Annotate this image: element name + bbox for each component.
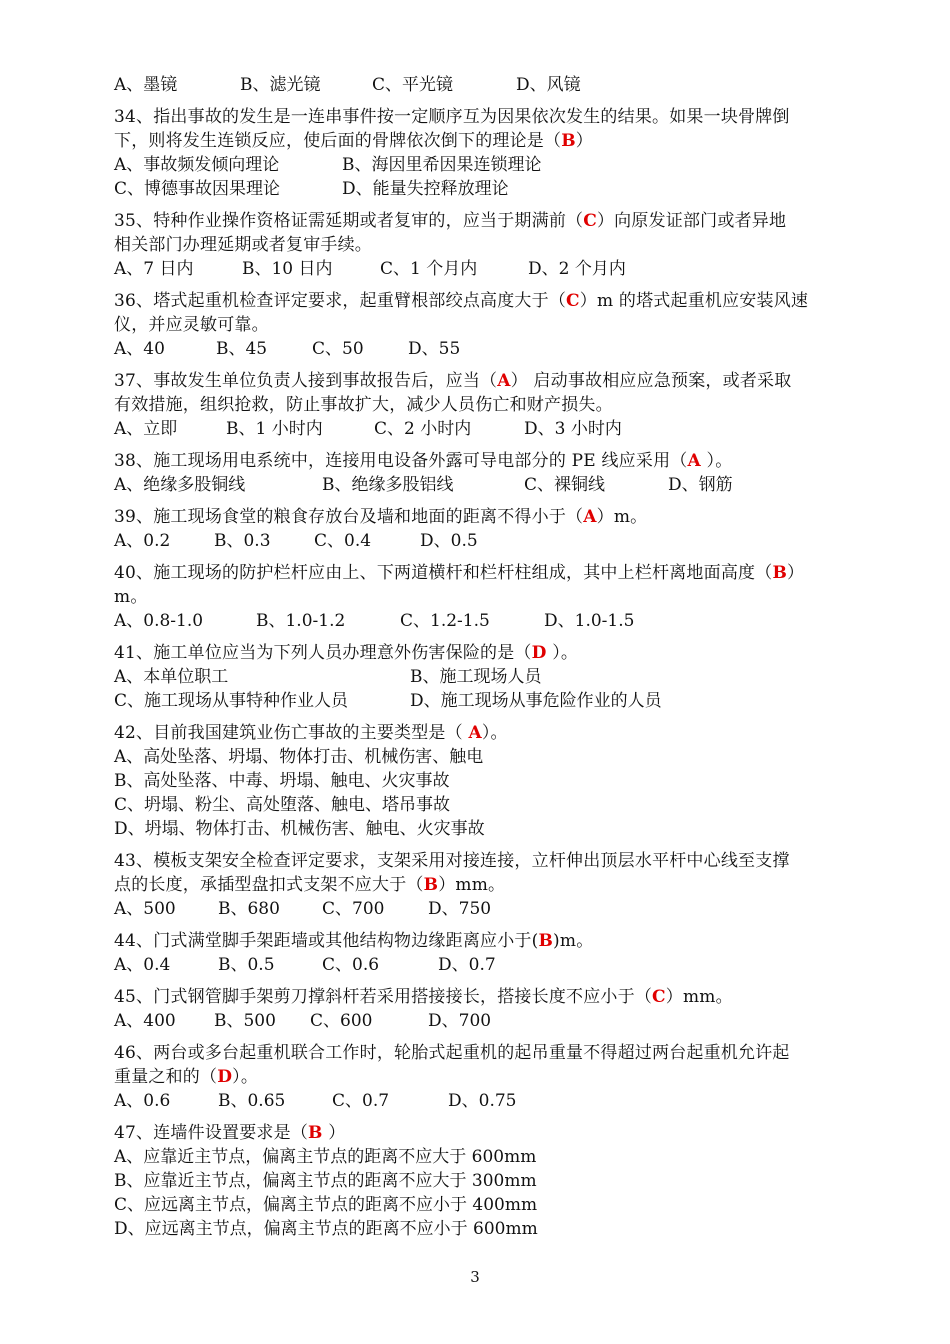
- question-stem: 41、施工单位应当为下列人员办理意外伤害保险的是（D ）。: [114, 643, 579, 663]
- option-b: B、500: [214, 1011, 276, 1031]
- option-a: A、墨镜: [114, 75, 178, 95]
- option-row: [114, 177, 866, 201]
- option-a: A、事故频发倾向理论: [114, 155, 280, 175]
- question-39: [114, 505, 866, 553]
- answer-mark: C: [566, 291, 580, 311]
- question-stem: 36、塔式起重机检查评定要求，起重臂根部绞点高度大于（C）m 的塔式起重机应安装风速: [114, 291, 809, 311]
- option-a: A、本单位职工: [114, 667, 229, 687]
- option-d: D、3 小时内: [524, 419, 622, 439]
- question-stem: 重量之和的（D）。: [114, 1067, 259, 1087]
- option-c: C、应远离主节点，偏离主节点的距离不应小于 400mm: [114, 1195, 538, 1215]
- option-c: C、0.4: [314, 531, 372, 551]
- option-b: B、10 日内: [242, 259, 333, 279]
- question-stem: 47、连墙件设置要求是（B ）: [114, 1123, 346, 1143]
- question-36: [114, 289, 866, 361]
- option-c: C、50: [312, 339, 364, 359]
- option-b: B、高处坠落、中毒、坍塌、触电、火灾事故: [114, 771, 450, 791]
- option-row: [114, 529, 866, 553]
- question-stem: 34、指出事故的发生是一连串事件按一定顺序互为因果依次发生的结果。如果一块骨牌倒: [114, 107, 790, 127]
- option-row: [114, 897, 866, 921]
- question-stem: 35、特种作业操作资格证需延期或者复审的，应当于期满前（C）向原发证部门或者异地: [114, 211, 787, 231]
- option-d: D、风镜: [516, 75, 581, 95]
- option-c: C、0.7: [332, 1091, 390, 1111]
- option-row: [114, 337, 866, 361]
- option-a: A、0.4: [114, 955, 171, 975]
- option-b: B、施工现场人员: [410, 667, 542, 687]
- option-b: B、1.0-1.2: [256, 611, 346, 631]
- option-a: A、绝缘多股铜线: [114, 475, 246, 495]
- option-row: [114, 1089, 866, 1113]
- question-stem: 有效措施，组织抢救，防止事故扩大，减少人员伤亡和财产损失。: [114, 395, 613, 415]
- option-a: A、500: [114, 899, 176, 919]
- question-43: [114, 849, 866, 921]
- option-row: [114, 609, 866, 633]
- question-46: [114, 1041, 866, 1113]
- option-d: D、能量失控释放理论: [342, 179, 509, 199]
- option-row: [114, 1009, 866, 1033]
- question-stem: 38、施工现场用电系统中，连接用电设备外露可导电部分的 PE 线应采用（A ）。: [114, 451, 733, 471]
- option-a: A、7 日内: [114, 259, 194, 279]
- option-c: C、1 个月内: [380, 259, 478, 279]
- option-row: [114, 153, 866, 177]
- answer-mark: D: [531, 643, 547, 663]
- question-stem: 39、施工现场食堂的粮食存放台及墙和地面的距离不得小于（A）m。: [114, 507, 648, 527]
- option-a: A、0.8-1.0: [114, 611, 204, 631]
- option-c: C、1.2-1.5: [400, 611, 490, 631]
- answer-mark: A: [497, 371, 511, 391]
- option-d: D、2 个月内: [528, 259, 626, 279]
- question-35: [114, 209, 866, 281]
- option-b: B、0.3: [214, 531, 271, 551]
- option-d: D、700: [428, 1011, 492, 1031]
- option-row: [114, 689, 866, 713]
- question-41: [114, 641, 866, 713]
- answer-mark: B: [538, 931, 554, 951]
- option-b: B、680: [218, 899, 280, 919]
- question-stem: 46、两台或多台起重机联合工作时，轮胎式起重机的起吊重量不得超过两台起重机允许起: [114, 1043, 790, 1063]
- option-b: B、45: [216, 339, 268, 359]
- question-stem: 43、模板支架安全检查评定要求，支架采用对接连接，立杆伸出顶层水平杆中心线至支撑: [114, 851, 790, 871]
- option-c: C、0.6: [322, 955, 380, 975]
- option-row: [114, 257, 866, 281]
- option-d: D、750: [428, 899, 492, 919]
- option-a: A、40: [114, 339, 165, 359]
- option-d: D、0.7: [438, 955, 496, 975]
- question-37: [114, 369, 866, 441]
- option-d: D、施工现场从事危险作业的人员: [410, 691, 662, 711]
- option-a: A、0.6: [114, 1091, 171, 1111]
- answer-mark: C: [652, 987, 666, 1007]
- option-d: D、应远离主节点，偏离主节点的距离不应小于 600mm: [114, 1219, 538, 1239]
- option-a: A、400: [114, 1011, 176, 1031]
- answer-mark: A: [687, 451, 701, 471]
- option-c: C、平光镜: [372, 75, 454, 95]
- option-b: B、绝缘多股铝线: [322, 475, 454, 495]
- page-number: 3: [470, 1268, 480, 1286]
- option-row: [114, 473, 866, 497]
- question-stem: 44、门式满堂脚手架距墙或其他结构物边缘距离应小于(B)m。: [114, 931, 594, 951]
- question-stem: 仪，并应灵敏可靠。: [114, 315, 269, 335]
- option-b: B、1 小时内: [226, 419, 323, 439]
- option-d: D、0.5: [420, 531, 478, 551]
- option-c: C、600: [310, 1011, 373, 1031]
- option-c: C、博德事故因果理论: [114, 179, 281, 199]
- question-stem: 37、事故发生单位负责人接到事故报告后，应当（A） 启动事故相应应急预案，或者采取: [114, 371, 792, 391]
- question-stem: 点的长度，承插型盘扣式支架不应大于（B）mm。: [114, 875, 506, 895]
- answer-mark: A: [468, 723, 482, 743]
- option-d: D、坍塌、物体打击、机械伤害、触电、火灾事故: [114, 819, 485, 839]
- question-stem: 42、目前我国建筑业伤亡事故的主要类型是（ A）。: [114, 723, 508, 743]
- question-47: [114, 1121, 866, 1241]
- answer-mark: B: [423, 875, 439, 895]
- question-stem: 下，则将发生连锁反应，使后面的骨牌依次倒下的理论是（B）: [114, 131, 593, 151]
- option-d: D、1.0-1.5: [544, 611, 635, 631]
- answer-mark: B: [772, 563, 788, 583]
- question-stem: 40、施工现场的防护栏杆应由上、下两道横杆和栏杆柱组成，其中上栏杆离地面高度（B）: [114, 563, 805, 583]
- option-a: A、0.2: [114, 531, 171, 551]
- answer-mark: A: [583, 507, 597, 527]
- option-row: [114, 73, 866, 97]
- question-38: [114, 449, 866, 497]
- option-a: A、立即: [114, 419, 178, 439]
- option-a: A、高处坠落、坍塌、物体打击、机械伤害、触电: [114, 747, 484, 767]
- question-40: [114, 561, 866, 633]
- option-c: C、施工现场从事特种作业人员: [114, 691, 349, 711]
- option-c: C、坍塌、粉尘、高处堕落、触电、塔吊事故: [114, 795, 451, 815]
- option-row: [114, 953, 866, 977]
- option-c: C、裸铜线: [524, 475, 606, 495]
- option-c: C、700: [322, 899, 385, 919]
- question-stem: 相关部门办理延期或者复审手续。: [114, 235, 372, 255]
- option-d: D、0.75: [448, 1091, 517, 1111]
- option-row: [114, 417, 866, 441]
- question-34: [114, 105, 866, 201]
- option-b: B、海因里希因果连锁理论: [342, 155, 542, 175]
- option-row: [114, 665, 866, 689]
- option-d: D、55: [408, 339, 461, 359]
- answer-mark: B: [561, 131, 576, 151]
- question-45: [114, 985, 866, 1033]
- question-stem: m。: [114, 587, 148, 607]
- option-b: B、0.65: [218, 1091, 286, 1111]
- option-a: A、应靠近主节点，偏离主节点的距离不应大于 600mm: [114, 1147, 537, 1167]
- option-b: B、0.5: [218, 955, 275, 975]
- question-stem: 45、门式钢管脚手架剪刀撑斜杆若采用搭接接长，搭接长度不应小于（C）mm。: [114, 987, 733, 1007]
- question-44: [114, 929, 866, 977]
- answer-mark: D: [217, 1067, 233, 1087]
- answer-mark: C: [583, 211, 597, 231]
- answer-mark: B: [308, 1123, 323, 1143]
- option-b: B、滤光镜: [240, 75, 321, 95]
- option-d: D、钢筋: [668, 475, 733, 495]
- option-b: B、应靠近主节点，偏离主节点的距离不应大于 300mm: [114, 1171, 537, 1191]
- option-c: C、2 小时内: [374, 419, 472, 439]
- question-list: [114, 73, 866, 1241]
- question-42: [114, 721, 866, 841]
